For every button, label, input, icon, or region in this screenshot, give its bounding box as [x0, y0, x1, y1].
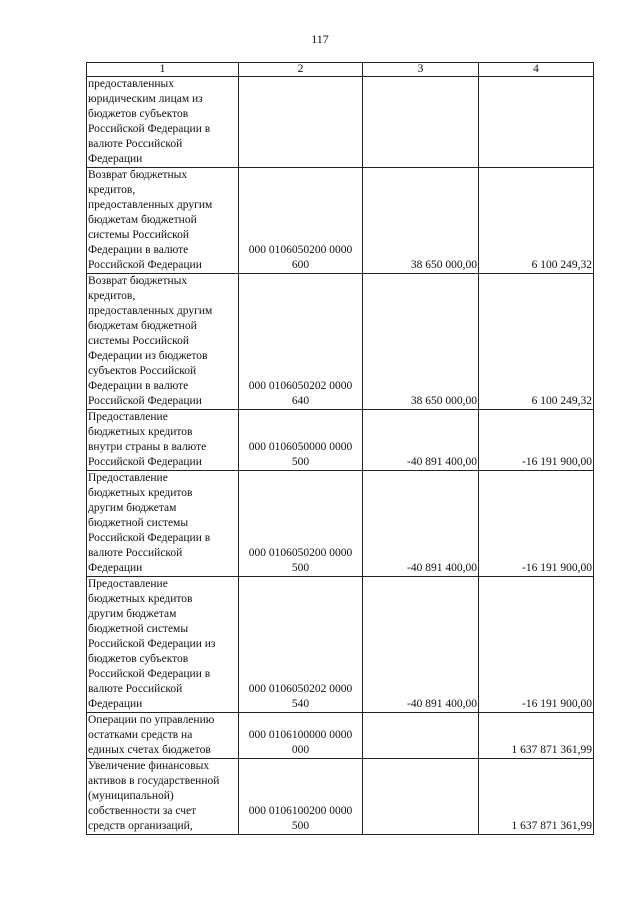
- row-code: 000 0106100000 0000 000: [239, 713, 363, 759]
- row-code: 000 0106050200 0000 500: [239, 471, 363, 577]
- row-description: Возврат бюджетных кредитов, предоставленных другим бюджетам бюджетной системы Российской Федерации из бюджетов субъектов Российской Федерации в валюте Российской Федерации: [87, 274, 239, 410]
- row-description: Возврат бюджетных кредитов, предоставленных другим бюджетам бюджетной системы Российской Федерации в валюте Российской Федерации: [87, 168, 239, 274]
- row-description: Увеличение финансовых активов в государственной (муниципальной) собственности за счет средств организаций,: [87, 759, 239, 835]
- table-row: [87, 713, 594, 759]
- header-col-3: 3: [363, 63, 479, 77]
- row-value-col3: -40 891 400,00: [363, 410, 479, 471]
- table-row: [87, 577, 594, 713]
- page-number: 117: [311, 32, 329, 46]
- table-row: [87, 471, 594, 577]
- table-row: [87, 759, 594, 835]
- budget-table: [86, 62, 594, 835]
- row-description: Предоставление бюджетных кредитов внутри страны в валюте Российской Федерации: [87, 410, 239, 471]
- header-col-1: 1: [87, 63, 239, 77]
- row-value-col3: [363, 713, 479, 759]
- table-row: [87, 168, 594, 274]
- row-description: предоставленных юридическим лицам из бюджетов субъектов Российской Федерации в валюте Российской Федерации: [87, 77, 239, 168]
- row-code: 000 0106050000 0000 500: [239, 410, 363, 471]
- row-value-col3: -40 891 400,00: [363, 471, 479, 577]
- table-header-row: [87, 63, 594, 77]
- row-value-col4: 1 637 871 361,99: [479, 759, 594, 835]
- row-code: [239, 77, 363, 168]
- row-value-col4: -16 191 900,00: [479, 577, 594, 713]
- row-description: Предоставление бюджетных кредитов другим бюджетам бюджетной системы Российской Федерации из бюджетов субъектов Российской Федерации в валюте Российской Федерации: [87, 577, 239, 713]
- row-value-col3: 38 650 000,00: [363, 168, 479, 274]
- row-value-col4: [479, 77, 594, 168]
- row-value-col4: 1 637 871 361,99: [479, 713, 594, 759]
- row-code: 000 0106050202 0000 640: [239, 274, 363, 410]
- table-row: [87, 274, 594, 410]
- row-code: 000 0106050202 0000 540: [239, 577, 363, 713]
- row-value-col4: -16 191 900,00: [479, 471, 594, 577]
- row-value-col3: -40 891 400,00: [363, 577, 479, 713]
- table-row: [87, 77, 594, 168]
- header-col-2: 2: [239, 63, 363, 77]
- row-value-col4: -16 191 900,00: [479, 410, 594, 471]
- row-code: 000 0106100200 0000 500: [239, 759, 363, 835]
- row-value-col3: [363, 77, 479, 168]
- row-value-col3: [363, 759, 479, 835]
- row-description: Операции по управлению остатками средств на единых счетах бюджетов: [87, 713, 239, 759]
- row-code: 000 0106050200 0000 600: [239, 168, 363, 274]
- row-description: Предоставление бюджетных кредитов другим бюджетам бюджетной системы Российской Федерации в валюте Российской Федерации: [87, 471, 239, 577]
- row-value-col4: 6 100 249,32: [479, 274, 594, 410]
- row-value-col4: 6 100 249,32: [479, 168, 594, 274]
- table-row: [87, 410, 594, 471]
- header-col-4: 4: [479, 63, 594, 77]
- row-value-col3: 38 650 000,00: [363, 274, 479, 410]
